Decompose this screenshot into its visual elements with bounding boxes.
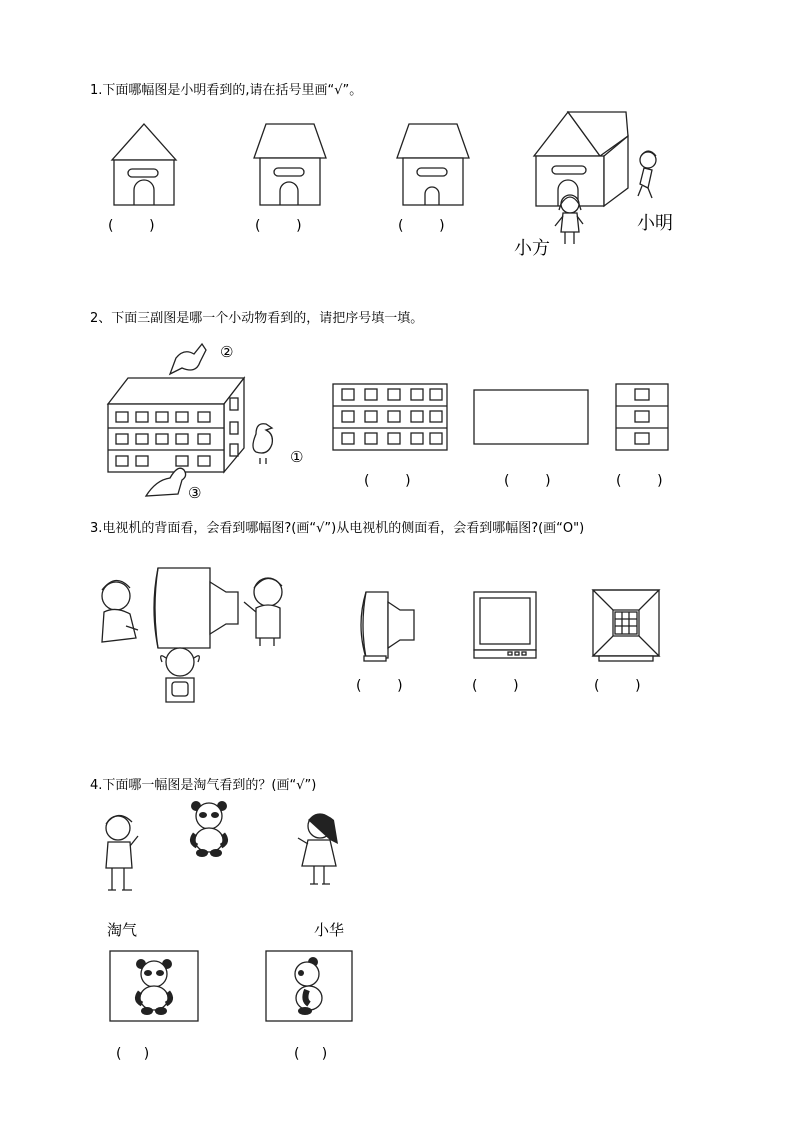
question-1-text: 1.下面哪幅图是小明看到的,请在括号里画“√”。 xyxy=(90,83,363,98)
tv-back-view-image xyxy=(591,588,661,664)
label-xiaohua: 小华 xyxy=(314,921,345,939)
q1-answer-blank-2[interactable]: ( ) xyxy=(255,218,302,234)
question-3-text: 3.电视机的背面看，会看到哪幅图?(画“√”)从电视机的侧面看，会看到哪幅图?(画“O") xyxy=(90,521,585,536)
tv-scene-image xyxy=(96,560,296,712)
taoqi-figure-image xyxy=(100,812,142,898)
q3-answer-blank-2[interactable]: ( ) xyxy=(472,678,519,694)
tv-side-view-image xyxy=(356,588,418,664)
panda-front-view-image xyxy=(109,950,199,1022)
house-option-1-image xyxy=(108,122,180,207)
xiaohua-figure-image xyxy=(294,810,342,890)
q3-answer-blank-1[interactable]: ( ) xyxy=(356,678,403,694)
tv-front-view-image xyxy=(472,590,538,662)
question-4-text: 4.下面哪一幅图是淘气看到的？(画“√”) xyxy=(90,778,317,793)
q4-answer-blank-2[interactable]: ( ) xyxy=(294,1046,328,1062)
label-xiaoming: 小明 xyxy=(637,213,673,234)
q2-answer-blank-2[interactable]: ( ) xyxy=(504,473,551,489)
panda-figure-image xyxy=(188,800,230,858)
q2-answer-blank-1[interactable]: ( ) xyxy=(364,473,411,489)
label-xiaofang: 小方 xyxy=(514,238,550,259)
q3-answer-blank-3[interactable]: ( ) xyxy=(594,678,641,694)
mark-3-bird-bottom: ③ xyxy=(188,484,202,502)
q2-answer-blank-3[interactable]: ( ) xyxy=(616,473,663,489)
question-2-text: 2、下面三副图是哪一个小动物看到的，请把序号填一填。 xyxy=(90,311,424,326)
mark-2-bird-top: ② xyxy=(220,343,234,361)
label-taoqi: 淘气 xyxy=(107,921,138,939)
q1-answer-blank-3[interactable]: ( ) xyxy=(398,218,445,234)
building-side-view-image xyxy=(615,383,671,453)
building-top-view-image xyxy=(473,389,591,447)
panda-side-view-image xyxy=(265,950,353,1022)
house-option-3-image xyxy=(395,122,471,207)
mark-1-duck: ① xyxy=(290,448,304,466)
q1-answer-blank-1[interactable]: ( ) xyxy=(108,218,155,234)
house-option-2-image xyxy=(252,122,328,207)
building-scene-image xyxy=(104,336,314,506)
q4-answer-blank-1[interactable]: ( ) xyxy=(116,1046,150,1062)
building-front-view-image xyxy=(332,383,450,453)
